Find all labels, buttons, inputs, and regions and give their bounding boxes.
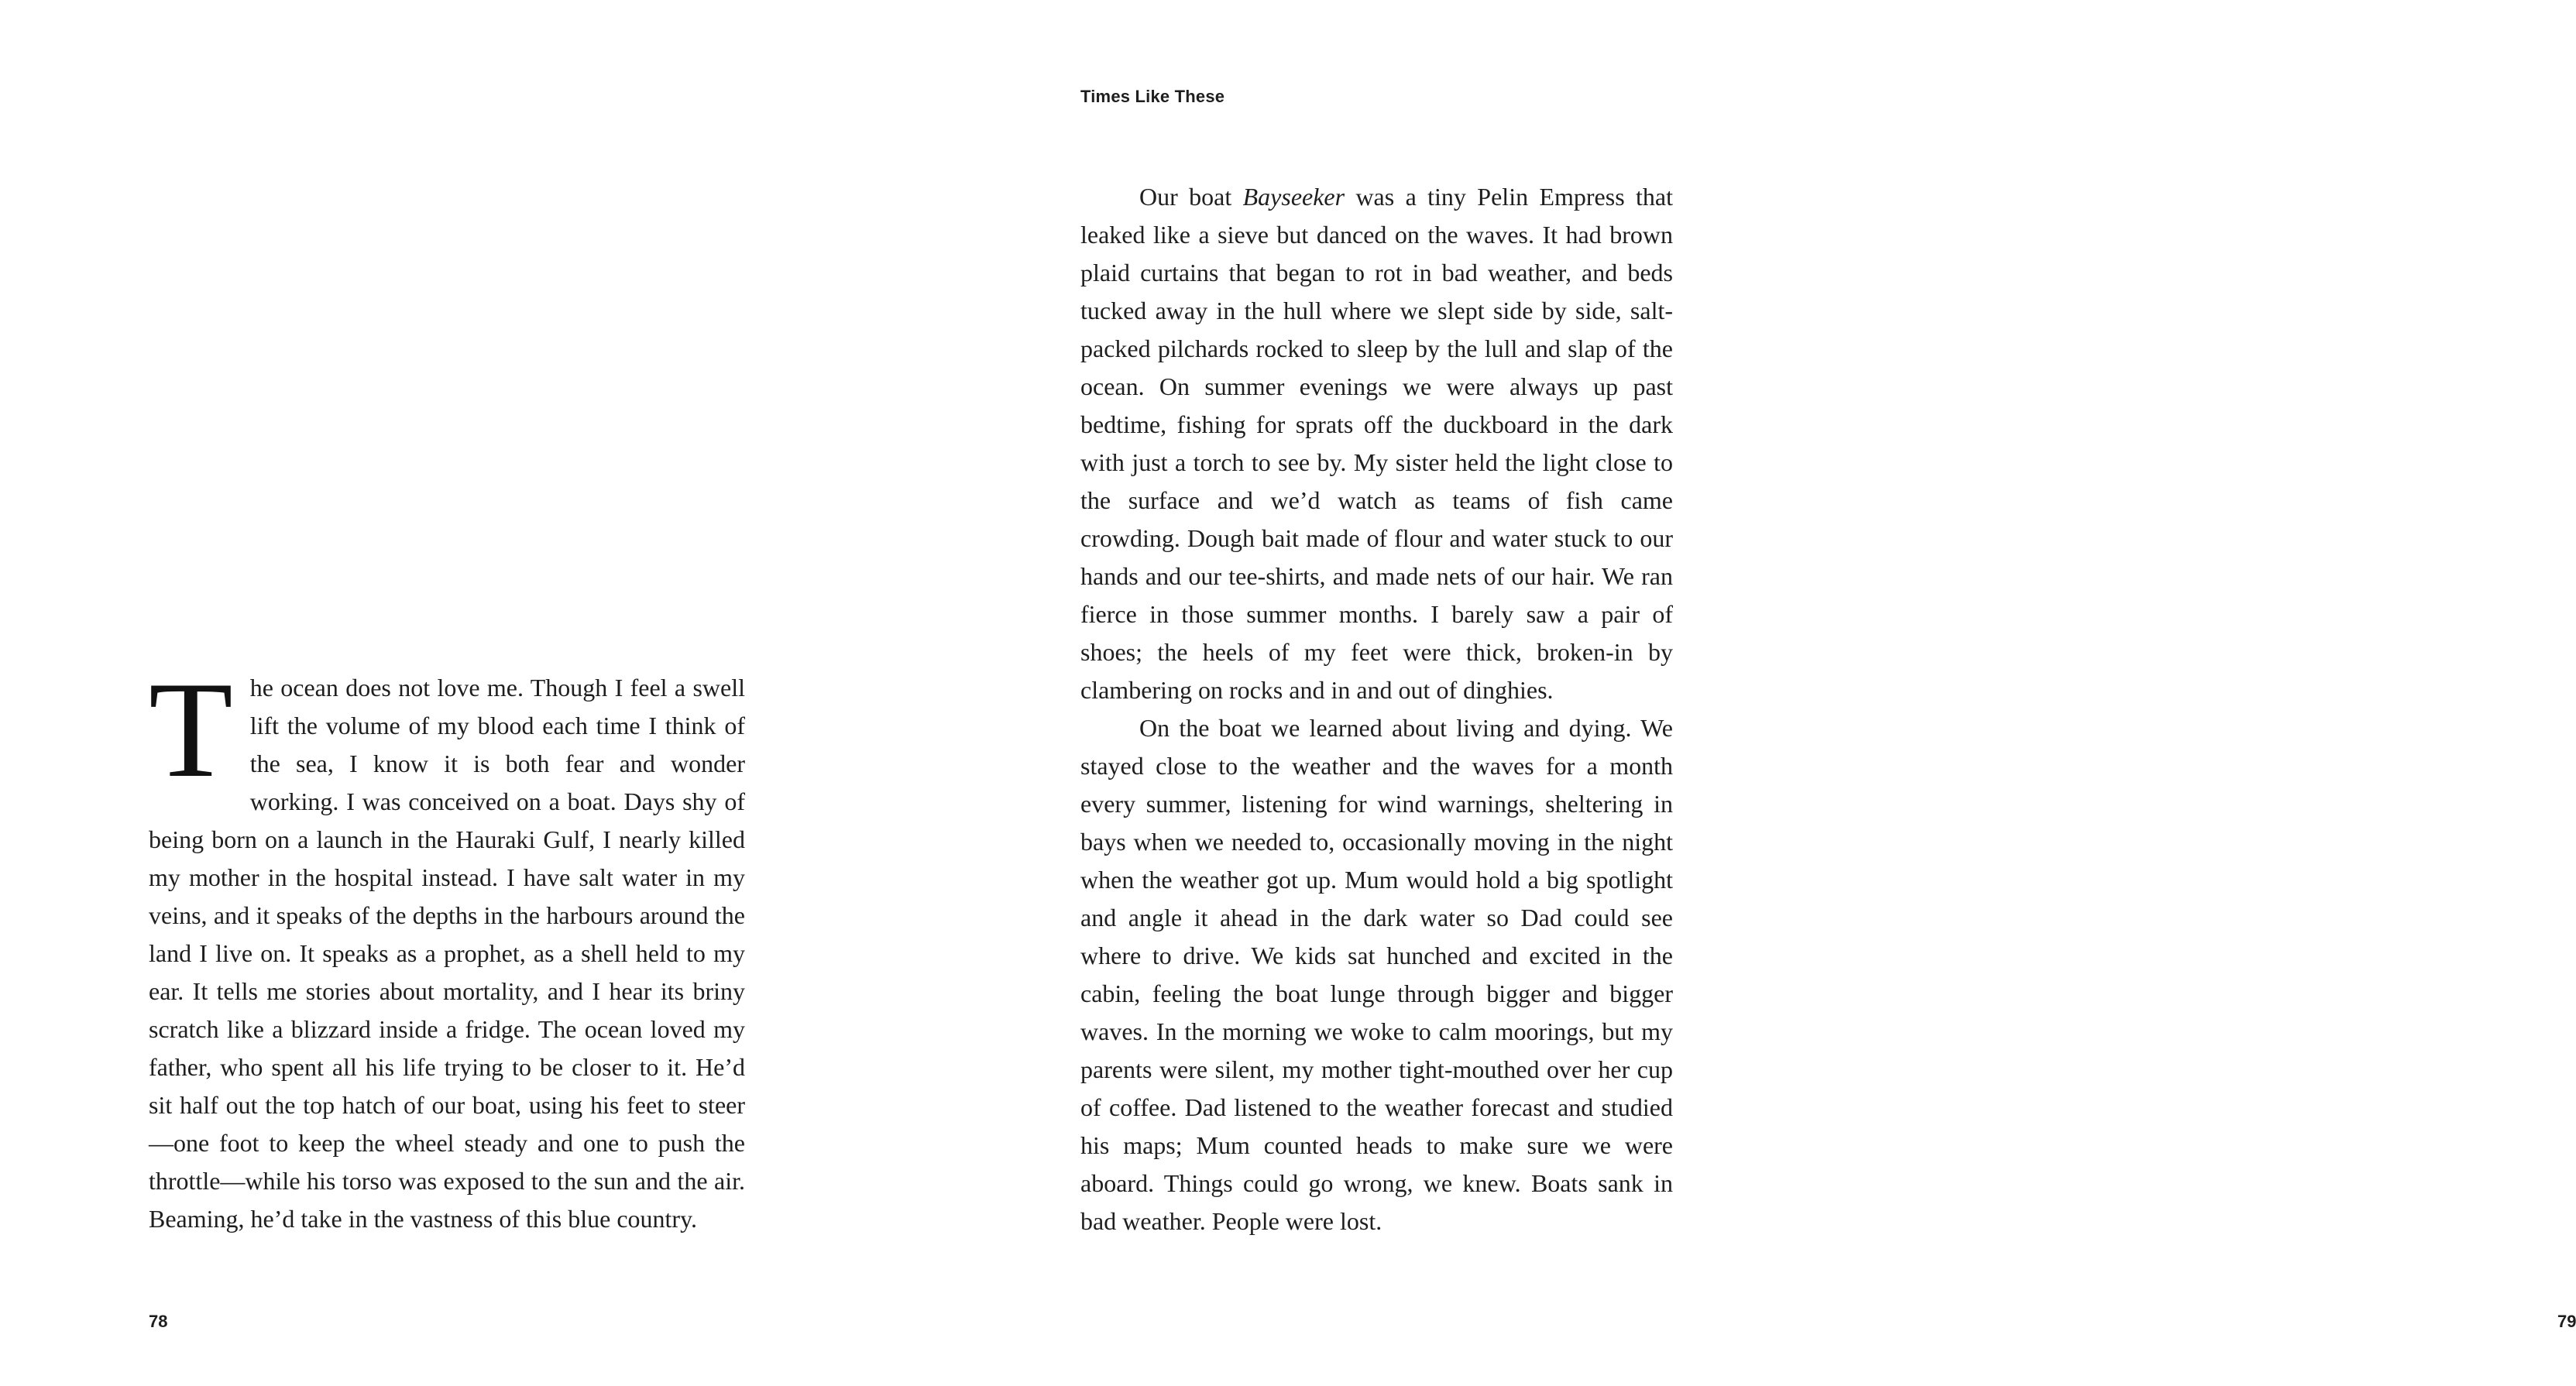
left-page bbox=[0, 0, 906, 1386]
page-number-left: 78 bbox=[149, 1312, 168, 1331]
drop-cap: T bbox=[149, 653, 233, 806]
left-paragraph: he ocean does not love me. Though I feel a swell lift the volume of my blood each time I think of the sea, I know it is both fear and wonder working. I was conceived on a boat. Days shy of being born on a launch in the Hauraki Gulf, I nearly killed my mother in the hospital instead. I have salt water in my veins, and it speaks of the depths in the harbours around the land I live on. It speaks as a prophet, as a shell held to my ear. It tells me stories about mortality, and I hear its briny scratch like a blizzard inside a fridge. The ocean loved my father, who spent all his life trying to be closer to it. He’d sit half out the top hatch of our boat, using his feet to steer—one foot to keep the wheel steady and one to push the throttle—while his torso was exposed to the sun and the air. Beaming, he’d take in the vastness of this blue country. bbox=[149, 674, 745, 1233]
paragraph-1-rest: was a tiny Pelin Empress that leaked like a sieve but danced on the waves. It had brown plaid curtains that began to rot in bad weather, and beds tucked away in the hull where we slept side by side, salt-packed pilchards rocked to sleep by the lull and slap of the ocean. On summer evenings we were always up past bedtime, fishing for sprats off the duckboard in the dark with just a torch to see by. My sister held the light close to the surface and we’d watch as teams of fish came crowding. Dough bait made of flour and water stuck to our hands and our tee-shirts, and made nets of our hair. We ran fierce in those summer months. I barely saw a pair of shoes; the heels of my feet were thick, broken-in by clambering on rocks and in and out of dinghies. bbox=[1080, 183, 1674, 704]
boat-name: Bayseeker bbox=[1242, 183, 1345, 211]
right-body-text bbox=[1080, 178, 1673, 1240]
running-head: Times Like These bbox=[1080, 87, 1225, 106]
paragraph-2: On the boat we learned about living and dying. We stayed close to the weather and the waves for a month every summer, listening for wind warnings, sheltering in bays when we needed to, occasionally moving in the night when the weather got up. Mum would hold a big spotlight and angle it ahead in the dark water so Dad could see where to drive. We kids sat hunched and excited in the cabin, feeling the boat lunge through bigger and bigger waves. In the morning we woke to calm moorings, but my parents were silent, my mother tight-mouthed over her cup of coffee. Dad listened to the weather forecast and studied his maps; Mum counted heads to make sure we were aboard. Things could go wrong, we knew. Boats sank in bad weather. People were lost. bbox=[1080, 714, 1673, 1235]
right-page bbox=[906, 0, 2576, 1386]
left-body-text bbox=[149, 653, 745, 1238]
page-number-right: 79 bbox=[2557, 1312, 2576, 1331]
paragraph-1-lead: Our boat bbox=[1139, 183, 1243, 211]
paragraph-1 bbox=[1080, 178, 1673, 709]
